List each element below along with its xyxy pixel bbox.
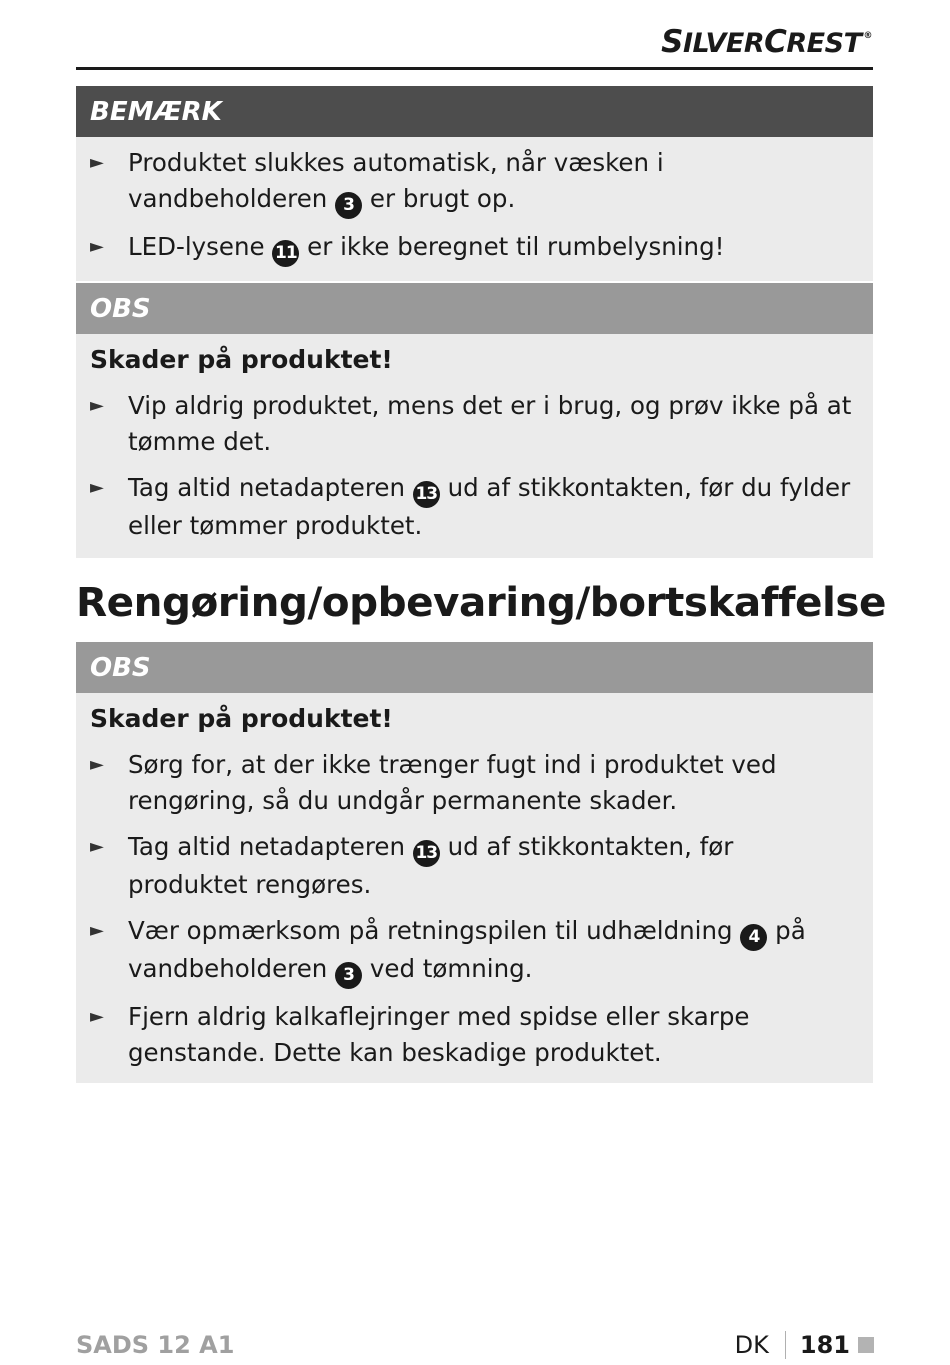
section-heading: Rengøring/opbevaring/bortskaffelse bbox=[76, 578, 886, 626]
caution-subheading: Skader på produktet! bbox=[90, 345, 393, 374]
caution-box bbox=[76, 642, 873, 1083]
reference-number: 13 bbox=[413, 840, 440, 867]
footer-divider bbox=[785, 1331, 786, 1359]
reference-number: 4 bbox=[740, 924, 767, 951]
triangle-right-icon: ► bbox=[90, 152, 104, 173]
registered-mark: ® bbox=[863, 31, 872, 41]
triangle-right-icon: ► bbox=[90, 754, 104, 775]
caution-box-title: OBS bbox=[76, 642, 873, 693]
list-item: ► Tag altid netadapteren 13 ud af stikkontakten, før du fylder eller tømmer produktet. bbox=[90, 470, 859, 544]
triangle-right-icon: ► bbox=[90, 477, 104, 498]
note-box-title: BEMÆRK bbox=[76, 86, 873, 137]
brand-logo-letter: C bbox=[764, 24, 787, 60]
language-code: DK bbox=[734, 1331, 769, 1359]
triangle-right-icon: ► bbox=[90, 1006, 104, 1027]
triangle-right-icon: ► bbox=[90, 236, 104, 257]
header-rule bbox=[76, 67, 873, 70]
caution-box-body bbox=[76, 334, 873, 558]
brand-logo-text: REST bbox=[786, 28, 862, 59]
brand-logo-letter: S bbox=[661, 24, 683, 60]
list-item: ► Produktet slukkes automatisk, når væsken i vandbeholderen 3 er brugt op. bbox=[90, 145, 859, 219]
reference-number: 13 bbox=[413, 481, 440, 508]
reference-number: 3 bbox=[335, 192, 362, 219]
caution-box bbox=[76, 283, 873, 558]
reference-number: 11 bbox=[272, 240, 299, 267]
list-item: ► Sørg for, at der ikke trænger fugt ind i produktet ved rengøring, så du undgår permanente skader. bbox=[90, 747, 859, 819]
page-number: 181 bbox=[799, 1331, 850, 1359]
caution-subheading: Skader på produktet! bbox=[90, 704, 393, 733]
list-item: ► Fjern aldrig kalkaflejringer med spidse eller skarpe genstande. Dette kan beskadige produktet. bbox=[90, 999, 859, 1071]
caution-box-body bbox=[76, 693, 873, 1083]
brand-logo-text: ILVER bbox=[682, 28, 765, 59]
list-item: ► Tag altid netadapteren 13 ud af stikkontakten, før produktet rengøres. bbox=[90, 829, 859, 903]
note-box bbox=[76, 86, 873, 281]
model-number: SADS 12 A1 bbox=[76, 1331, 235, 1359]
list-item: ► LED-lysene 11 er ikke beregnet til rumbelysning! bbox=[90, 229, 859, 267]
brand-logo bbox=[661, 24, 872, 60]
square-icon bbox=[858, 1337, 874, 1353]
triangle-right-icon: ► bbox=[90, 395, 104, 416]
note-box-body bbox=[76, 137, 873, 281]
list-item: ► Vip aldrig produktet, mens det er i brug, og prøv ikke på at tømme det. bbox=[90, 388, 859, 460]
list-item: ► Vær opmærksom på retningspilen til udhældning 4 på vandbeholderen 3 ved tømning. bbox=[90, 913, 859, 989]
caution-box-title: OBS bbox=[76, 283, 873, 334]
reference-number: 3 bbox=[335, 962, 362, 989]
page-footer bbox=[735, 1331, 874, 1359]
triangle-right-icon: ► bbox=[90, 920, 104, 941]
triangle-right-icon: ► bbox=[90, 836, 104, 857]
